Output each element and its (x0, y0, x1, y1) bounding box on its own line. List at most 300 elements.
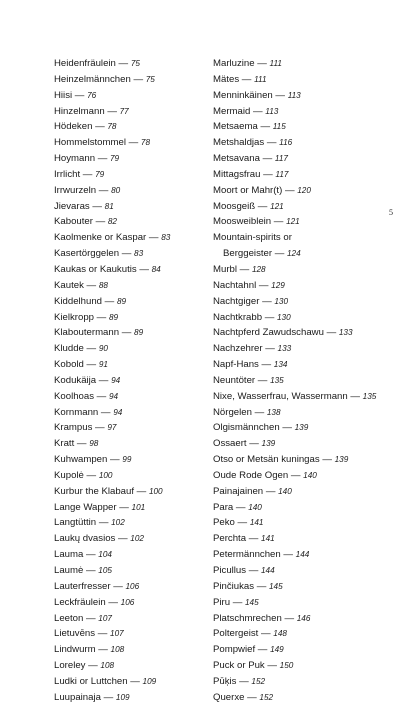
entry-dash: — (233, 501, 249, 513)
entry-dash: — (234, 517, 250, 529)
index-entry (54, 262, 204, 278)
entry-dash: — (110, 580, 126, 592)
entry-page-number: 139 (334, 455, 349, 465)
entry-term: Marluzine (213, 58, 255, 69)
entry-page-number: 141 (249, 518, 264, 528)
entry-term: Luupainaja (54, 691, 101, 703)
entry-term: Kasertörggelen (54, 248, 120, 260)
entry-term: Kaolmenke or Kaspar (54, 232, 147, 244)
index-entry (54, 373, 204, 389)
entry-page-number: 99 (122, 455, 132, 465)
entry-term: Petermännchen (213, 549, 281, 561)
entry-dash: — (125, 137, 141, 149)
entry-page-number: 111 (269, 59, 282, 68)
index-entry (54, 325, 204, 341)
index-entry (213, 278, 405, 294)
index-entry (54, 88, 204, 104)
entry-dash: — (85, 660, 101, 672)
index-entry (213, 611, 405, 627)
entry-term: Kabouter (54, 216, 93, 228)
index-entry (213, 310, 405, 326)
index-entry (54, 420, 204, 436)
entry-page-number: 83 (161, 233, 171, 243)
entry-term: Hödeken (54, 121, 93, 133)
entry-dash: — (256, 279, 272, 291)
entry-page-number: 109 (115, 692, 130, 702)
index-entry (213, 595, 405, 611)
index-entry (213, 119, 405, 135)
entry-page-number: 106 (125, 581, 140, 591)
index-entry (54, 674, 204, 690)
entry-term: Klaboutermann (54, 327, 120, 339)
entry-term: Kielkropp (54, 311, 94, 323)
entry-dash: — (236, 675, 252, 687)
entry-term: Lindwurm (54, 644, 96, 656)
entry-dash: — (119, 327, 135, 339)
entry-dash: — (92, 422, 108, 434)
entry-term: Painajainen (213, 485, 264, 497)
entry-dash: — (92, 216, 108, 228)
entry-term: Mermaid (213, 105, 251, 117)
index-entry (54, 230, 204, 246)
entry-page-number: 90 (98, 344, 108, 354)
entry-page-number: 113 (265, 106, 279, 116)
entry-term: Peko (213, 517, 235, 529)
entry-page-number: 139 (294, 423, 309, 433)
index-column-left (54, 56, 204, 706)
entry-dash: — (92, 121, 108, 133)
entry-dash: — (130, 73, 146, 85)
index-entry (213, 436, 405, 452)
index-entry (54, 167, 204, 183)
index-entry (213, 262, 405, 278)
index-entry (54, 135, 204, 151)
entry-term: Hiisi (54, 89, 73, 101)
entry-dash: — (257, 121, 273, 133)
entry-term: Puck or Puk (213, 660, 265, 672)
entry-term: Kurbur the Klabauf (54, 485, 135, 497)
entry-dash: — (319, 454, 335, 466)
index-entry (54, 626, 204, 642)
entry-page-number: 94 (108, 391, 119, 401)
index-entry (213, 690, 405, 706)
entry-dash: — (251, 406, 267, 418)
entry-page-number: 79 (95, 169, 105, 179)
index-entry (213, 88, 405, 104)
entry-page-number: 78 (107, 122, 117, 132)
entry-dash: — (260, 168, 276, 180)
index-entry (54, 56, 204, 72)
entry-page-number: 150 (279, 661, 294, 671)
entry-dash: — (136, 263, 152, 275)
entry-term: Neuntöter (213, 374, 256, 386)
entry-dash: — (83, 359, 99, 371)
entry-page-number: 77 (119, 106, 129, 116)
entry-page-number: 135 (362, 391, 377, 401)
entry-dash: — (94, 311, 109, 323)
entry-dash: — (255, 644, 271, 656)
index-entry (213, 674, 405, 690)
entry-term: Mountain-spirits or (213, 232, 292, 244)
entry-term: Kaukas or Kaukutis (54, 263, 137, 275)
entry-term: Moosgeiß (213, 200, 256, 212)
entry-page-number: 75 (130, 59, 140, 68)
entry-dash: — (244, 691, 260, 703)
index-entry (54, 468, 204, 484)
entry-dash: — (72, 89, 88, 101)
entry-dash: — (96, 184, 112, 196)
entry-term: Nörgelen (213, 406, 252, 418)
page-number: 5 (389, 208, 393, 217)
entry-term: Perchta (213, 533, 247, 545)
entry-dash: — (83, 549, 99, 561)
entry-page-number: 91 (98, 360, 108, 370)
index-entry (54, 389, 204, 405)
entry-page-number: 139 (261, 439, 276, 449)
index-entry (54, 515, 204, 531)
index-entry (213, 531, 405, 547)
entry-term: Moosweiblein (213, 216, 272, 228)
entry-dash: — (96, 374, 112, 386)
entry-term: Pūķis (213, 675, 237, 687)
index-entry (54, 104, 204, 120)
entry-dash: — (282, 184, 298, 196)
entry-term: Langtüttin (54, 517, 97, 529)
index-entry (213, 389, 405, 405)
entry-page-number: 121 (286, 217, 300, 227)
entry-dash: — (115, 533, 131, 545)
index-entry (213, 420, 405, 436)
entry-term: Lange Wapper (54, 501, 117, 513)
index-entry (213, 357, 405, 373)
entry-page-number: 115 (272, 122, 286, 132)
entry-page-number: 78 (140, 138, 151, 148)
entry-dash: — (134, 485, 149, 497)
entry-page-number: 135 (270, 375, 284, 385)
entry-page-number: 120 (297, 185, 311, 195)
entry-term: Kautek (54, 279, 84, 291)
entry-page-number: 128 (251, 264, 266, 274)
index-entry (54, 310, 204, 326)
entry-term: Irrwurzeln (54, 184, 97, 196)
entry-page-number: 146 (296, 613, 311, 623)
entry-term: Laukų dvasios (54, 533, 116, 545)
index-entry (213, 642, 405, 658)
entry-dash: — (262, 343, 278, 355)
entry-term: Nachtgiger (213, 295, 260, 307)
index-entry (54, 531, 204, 547)
entry-term: Pompwief (213, 644, 256, 656)
index-entry (54, 341, 204, 357)
index-entry (54, 278, 204, 294)
entry-page-number: 133 (277, 344, 292, 354)
index-entry (54, 246, 204, 262)
index-entry (213, 626, 405, 642)
entry-term: Moort or Mahr(t) (213, 184, 283, 196)
index-entry (54, 405, 204, 421)
entry-term: Nachzehrer (213, 343, 263, 355)
entry-page-number: 89 (116, 296, 127, 306)
entry-term: Olgismännchen (213, 422, 280, 434)
index-entry (213, 325, 405, 341)
entry-dash: — (74, 438, 90, 450)
entry-dash: — (95, 644, 111, 656)
entry-term: Heinzelmännchen (54, 73, 131, 85)
entry-term: Leckfräulein (54, 596, 106, 608)
entry-term: Lauma (54, 549, 84, 561)
index-entry (213, 214, 405, 230)
entry-term: Kratt (54, 438, 75, 450)
index-entry (54, 563, 204, 579)
entry-dash: — (347, 390, 363, 402)
entry-dash: — (259, 153, 275, 165)
entry-page-number: 129 (271, 280, 285, 290)
entry-term: Piru (213, 596, 231, 608)
index-entry (213, 405, 405, 421)
entry-dash: — (100, 691, 116, 703)
entry-page-number: 107 (110, 629, 124, 639)
entry-page-number: 100 (148, 486, 163, 496)
entry-page-number: 140 (278, 486, 292, 496)
entry-dash: — (116, 501, 132, 513)
entry-term: Jievaras (54, 200, 90, 212)
entry-term: Heidenfräulein (54, 58, 116, 69)
entry-dash: — (281, 612, 297, 624)
entry-dash: — (107, 454, 123, 466)
entry-page-number: 104 (98, 550, 112, 560)
index-entry (213, 515, 405, 531)
entry-page-number: 152 (251, 676, 266, 686)
entry-page-number: 107 (98, 613, 112, 623)
entry-page-number: 144 (261, 566, 275, 575)
entry-page-number: 144 (295, 550, 310, 560)
entry-term: Querxe (213, 691, 245, 703)
index-entry (213, 468, 405, 484)
entry-dash: — (264, 660, 280, 672)
index-entry (54, 119, 204, 135)
index-entry (54, 436, 204, 452)
entry-term: Poltergeist (213, 628, 259, 640)
entry-page-number: 100 (98, 470, 113, 480)
entry-page-number: 101 (131, 502, 146, 512)
index-entry (213, 199, 405, 215)
entry-page-number: 145 (269, 581, 283, 591)
entry-term: Nachtpferd Zawudschawu (213, 327, 324, 339)
index-entry (213, 547, 405, 563)
entry-dash: — (237, 263, 252, 275)
entry-dash: — (258, 359, 274, 371)
index-entry (54, 611, 204, 627)
entry-dash: — (250, 105, 266, 117)
entry-term: Kupolė (54, 469, 84, 481)
index-entry (213, 341, 405, 357)
entry-term: Metsavana (213, 153, 260, 165)
entry-term: Platschmrechen (213, 612, 282, 624)
entry-dash: — (115, 58, 131, 69)
entry-page-number: 113 (287, 90, 301, 100)
entry-dash: — (104, 105, 120, 117)
entry-dash: — (271, 216, 287, 228)
index-entry (213, 563, 405, 579)
entry-page-number: 133 (338, 328, 353, 338)
entry-dash: — (95, 628, 111, 640)
index-entry (213, 72, 405, 88)
entry-dash: — (246, 533, 262, 545)
entry-term: Leeton (54, 612, 84, 624)
entry-term: Lauterfresser (54, 580, 111, 592)
index-column-right (213, 56, 405, 706)
entry-dash: — (83, 565, 99, 576)
index-entry (54, 199, 204, 215)
entry-term: Hoymann (54, 153, 96, 165)
entry-term: Mittagsfrau (213, 168, 261, 180)
entry-page-number: 84 (151, 264, 161, 274)
entry-page-number: 106 (120, 597, 135, 607)
entry-term: Koolhoas (54, 390, 95, 402)
entry-dash: — (230, 596, 245, 608)
entry-page-number: 117 (275, 169, 289, 179)
index-entry (54, 151, 204, 167)
entry-term: Kodukäija (54, 374, 97, 386)
entry-page-number: 76 (87, 90, 97, 100)
entry-page-number: 82 (107, 217, 117, 227)
index-entry (54, 547, 204, 563)
entry-term: Metsaema (213, 121, 258, 133)
index-entry (54, 500, 204, 516)
entry-dash: — (95, 153, 110, 165)
index-entry (213, 373, 405, 389)
entry-term: Otso or Metsän kuningas (213, 454, 320, 466)
entry-dash: — (83, 279, 99, 291)
entry-page-number: 97 (107, 423, 117, 433)
entry-page-number: 148 (273, 629, 287, 639)
entry-term: Loreley (54, 660, 86, 672)
entry-term: Picullus (213, 565, 247, 576)
index-entry (213, 500, 405, 516)
entry-page-number: 140 (248, 502, 262, 512)
entry-term: Lietuvēns (54, 628, 96, 640)
entry-dash: — (80, 168, 96, 180)
entry-dash: — (98, 406, 114, 418)
index-entry (54, 183, 204, 199)
entry-page-number: 145 (245, 597, 259, 607)
entry-dash: — (254, 580, 269, 592)
entry-page-number: 134 (273, 360, 288, 370)
entry-term-continuation: Berggeister (223, 248, 273, 260)
entry-dash: — (89, 200, 105, 212)
entry-page-number: 102 (130, 534, 144, 544)
entry-term: Pinčiukas (213, 580, 255, 592)
index-entry (213, 167, 405, 183)
entry-dash: — (105, 596, 121, 608)
entry-page-number: 88 (98, 280, 108, 290)
entry-dash: — (119, 248, 135, 260)
entry-page-number: 149 (270, 645, 284, 655)
entry-page-number: 75 (145, 74, 155, 84)
entry-dash: — (94, 390, 109, 402)
entry-dash: — (323, 327, 339, 339)
entry-dash: — (102, 295, 117, 307)
entry-term: Nachtkrabb (213, 311, 263, 323)
entry-page-number: 105 (98, 566, 112, 575)
index-entry (54, 690, 204, 706)
entry-term: Metshaldjas (213, 137, 265, 149)
index-entry (213, 183, 405, 199)
entry-dash: — (254, 58, 270, 69)
entry-page-number: 108 (110, 645, 125, 655)
index-entry (54, 579, 204, 595)
entry-term-continued (213, 246, 405, 262)
entry-term: Kiddelhund (54, 295, 103, 307)
entry-term: Krampus (54, 422, 93, 434)
entry-dash: — (263, 485, 279, 497)
entry-dash: — (272, 248, 287, 260)
entry-term: Kornmann (54, 406, 99, 418)
entry-dash: — (246, 565, 261, 576)
entry-page-number: 79 (110, 154, 120, 164)
entry-dash: — (279, 422, 295, 434)
entry-term: Menninkäinen (213, 89, 273, 101)
entry-page-number: 89 (108, 312, 119, 322)
entry-dash: — (255, 374, 271, 386)
index-entry (213, 658, 405, 674)
entry-page-number: 117 (274, 154, 288, 164)
entry-dash: — (259, 295, 275, 307)
entry-dash: — (127, 675, 143, 687)
entry-page-number: 121 (270, 201, 284, 211)
entry-dash: — (255, 200, 271, 212)
entry-page-number: 130 (274, 296, 289, 306)
entry-term: Ossaert (213, 438, 247, 450)
index-entry (213, 135, 405, 151)
entry-term: Oude Rode Ogen (213, 469, 289, 481)
entry-page-number: 81 (104, 201, 114, 211)
entry-dash: — (83, 612, 99, 624)
entry-term: Irrlicht (54, 168, 81, 180)
entry-page-number: 94 (113, 407, 123, 417)
entry-term: Kuhwampen (54, 454, 108, 466)
index-entry (54, 72, 204, 88)
index-entry (54, 357, 204, 373)
index-entry (213, 294, 405, 310)
entry-page-number: 83 (134, 249, 144, 259)
index-entry (213, 56, 405, 72)
entry-dash: — (83, 343, 99, 355)
entry-dash: — (258, 628, 274, 640)
index-entry (213, 151, 405, 167)
index-entry (54, 642, 204, 658)
entry-page-number: 98 (89, 439, 99, 449)
entry-page-number: 111 (254, 74, 267, 84)
entry-dash: — (288, 469, 304, 481)
entry-page-number: 109 (142, 676, 157, 686)
entry-dash: — (264, 137, 280, 149)
entry-page-number: 108 (100, 661, 115, 671)
entry-dash: — (280, 549, 296, 561)
entry-term: Nachtahnl (213, 279, 257, 291)
entry-term: Ludki or Luttchen (54, 675, 128, 687)
index-entry (213, 579, 405, 595)
index-entry (54, 214, 204, 230)
entry-term: Nixe, Wasserfrau, Wassermann (213, 390, 348, 402)
entry-page-number: 141 (261, 534, 275, 544)
entry-page-number: 89 (134, 328, 144, 338)
entry-page-number: 94 (111, 375, 121, 385)
entry-dash: — (246, 438, 262, 450)
entry-page-number: 124 (287, 249, 301, 259)
entry-dash: — (146, 232, 162, 244)
index-entry (213, 484, 405, 500)
